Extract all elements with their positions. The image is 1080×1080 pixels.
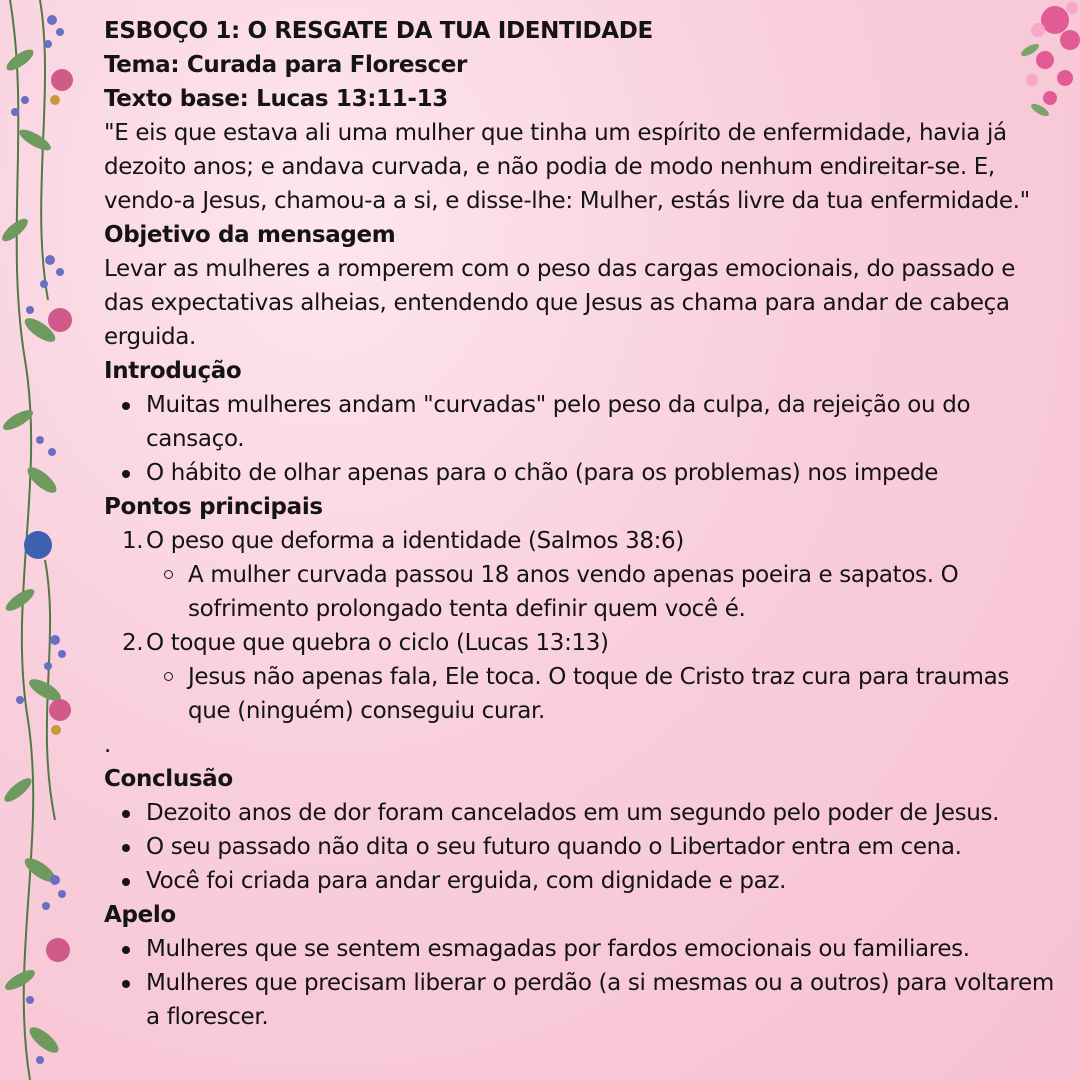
list-item: Mulheres que se sentem esmagadas por fardos emocionais ou familiares. [146, 932, 1054, 966]
base-text-line: Texto base: Lucas 13:11-13 [104, 86, 448, 112]
list-item: Mulheres que precisam liberar o perdão (a si mesmas ou a outros) para voltarem a florescer. [146, 966, 1054, 1034]
main-points-heading: Pontos principais [104, 494, 323, 520]
main-point [122, 626, 1054, 728]
introduction-heading: Introdução [104, 358, 242, 384]
point-subpoints [146, 660, 1054, 728]
point-subpoints [146, 558, 1054, 626]
floral-border-left [0, 0, 82, 1080]
point-number: 1. [122, 528, 144, 554]
sermon-outline [104, 14, 1054, 1034]
list-item: Muitas mulheres andam "curvadas" pelo peso da culpa, da rejeição ou do cansaço. [146, 388, 1054, 456]
point-title: O toque que quebra o ciclo (Lucas 13:13) [146, 630, 609, 656]
introduction-list [104, 388, 1054, 490]
objective-heading: Objetivo da mensagem [104, 222, 396, 248]
verse-quote: "E eis que estava ali uma mulher que tinha um espírito de enfermidade, havia já dezoito anos; e andava curvada, e não podia de modo nenhum endireitar-se. E, vendo-a Jesus, chamou-a a si, e disse-lhe: Mulher, estás livre da tua enfermidade." [104, 120, 1030, 214]
sub-point: A mulher curvada passou 18 anos vendo apenas poeira e sapatos. O sofrimento prolongado tenta definir quem você é. [188, 558, 1054, 626]
list-item: O seu passado não dita o seu futuro quando o Libertador entra em cena. [146, 830, 1054, 864]
point-title: O peso que deforma a identidade (Salmos 38:6) [146, 528, 684, 554]
list-item: Dezoito anos de dor foram cancelados em um segundo pelo poder de Jesus. [146, 796, 1054, 830]
appeal-heading: Apelo [104, 902, 176, 928]
outline-title: ESBOÇO 1: O RESGATE DA TUA IDENTIDADE [104, 18, 653, 44]
sub-point: Jesus não apenas fala, Ele toca. O toque de Cristo traz cura para traumas que (ninguém) conseguiu curar. [188, 660, 1054, 728]
theme-line: Tema: Curada para Florescer [104, 52, 468, 78]
main-points-list [104, 524, 1054, 728]
trailing-dot: . [104, 732, 111, 758]
conclusion-heading: Conclusão [104, 766, 233, 792]
list-item: Você foi criada para andar erguida, com dignidade e paz. [146, 864, 1054, 898]
main-point [122, 524, 1054, 626]
point-number: 2. [122, 630, 144, 656]
list-item: O hábito de olhar apenas para o chão (para os problemas) nos impede [146, 456, 1054, 490]
conclusion-list [104, 796, 1054, 898]
objective-text: Levar as mulheres a romperem com o peso das cargas emocionais, do passado e das expectativas alheias, entendendo que Jesus as chama para andar de cabeça erguida. [104, 256, 1016, 350]
appeal-list [104, 932, 1054, 1034]
